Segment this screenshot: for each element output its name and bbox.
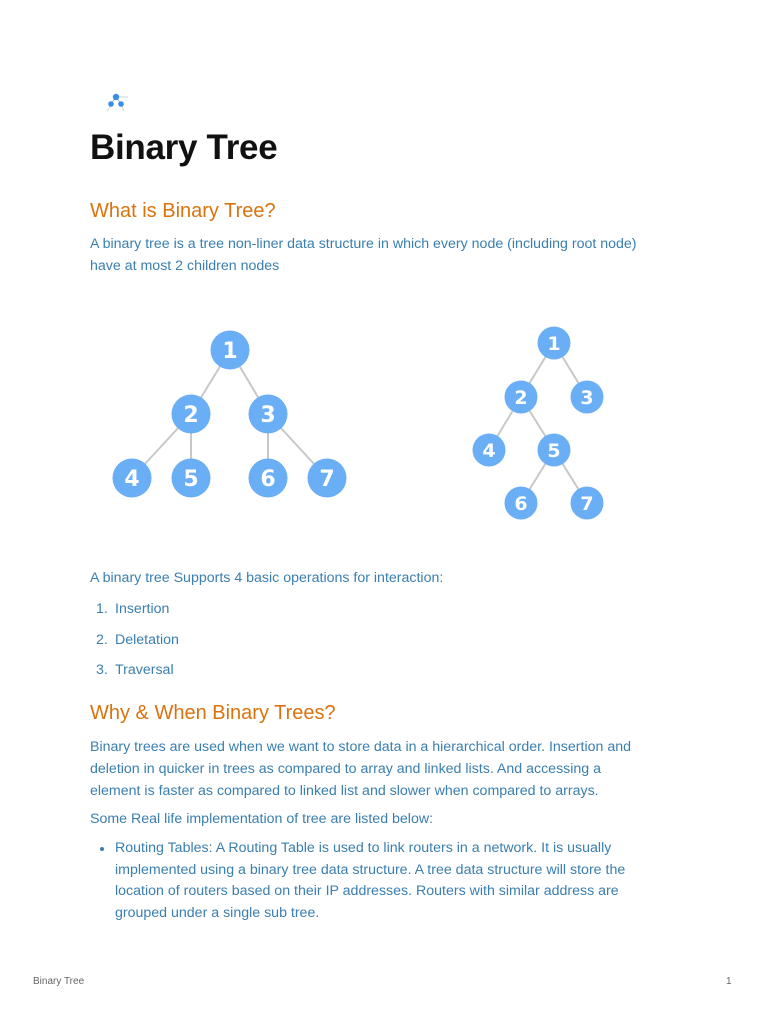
tree1-node bbox=[211, 331, 250, 370]
page-title: Binary Tree bbox=[90, 128, 278, 167]
footer-page-number: 1 bbox=[726, 976, 732, 987]
why-paragraph bbox=[90, 736, 690, 802]
tree1-node-label: 5 bbox=[183, 466, 199, 492]
intro-line: A binary tree is a tree non-liner data structure in which every node (including root node) bbox=[90, 236, 637, 252]
tree1-node-label: 3 bbox=[260, 402, 276, 428]
tree2-node bbox=[538, 327, 571, 360]
bullet-icon bbox=[100, 847, 104, 851]
tree2-node bbox=[538, 434, 571, 467]
tree1-node-label: 1 bbox=[222, 338, 238, 364]
bullet-line: location of routers based on their IP addresses. Routers with similar address are bbox=[115, 883, 619, 899]
why-line: Binary trees are used when we want to store data in a hierarchical order. Insertion and bbox=[90, 739, 632, 755]
section-heading-what-is: What is Binary Tree? bbox=[90, 200, 276, 222]
tree2-node bbox=[571, 381, 604, 414]
tree1-node bbox=[113, 459, 152, 498]
list-item bbox=[96, 598, 179, 629]
why-line: element is faster as compared to linked list and slower when compared to arrays. bbox=[90, 783, 599, 799]
tree1-node bbox=[249, 459, 288, 498]
list-label: Deletation bbox=[115, 631, 179, 648]
bullet-line: Routing Tables: A Routing Table is used to link routers in a network. It is usually bbox=[115, 840, 612, 856]
tree1-node bbox=[172, 395, 211, 434]
tree2-node-label: 6 bbox=[514, 492, 528, 515]
tree1-node-label: 6 bbox=[260, 466, 276, 492]
tree2-node-label: 3 bbox=[580, 386, 594, 409]
bullet-line: grouped under a single sub tree. bbox=[115, 904, 320, 921]
tree1-node bbox=[308, 459, 347, 498]
tree2-node-label: 1 bbox=[547, 332, 561, 355]
list-label: Insertion bbox=[115, 601, 170, 617]
footer-doc-name: Binary Tree bbox=[33, 976, 85, 987]
tree1-node-label: 4 bbox=[124, 466, 140, 492]
tree2-node bbox=[505, 381, 538, 414]
list-item bbox=[100, 838, 675, 924]
tree1-node bbox=[172, 459, 211, 498]
real-life-list bbox=[100, 838, 675, 924]
tree1-node bbox=[249, 395, 288, 434]
bullet-line: implemented using a binary tree data structure. A tree data structure will store the bbox=[115, 861, 626, 878]
tree2-node-label: 2 bbox=[514, 386, 528, 409]
tree2-node bbox=[505, 487, 538, 520]
intro-line: have at most 2 children nodes bbox=[90, 258, 280, 274]
list-label: Traversal bbox=[115, 662, 174, 678]
list-number: 3. bbox=[96, 662, 108, 678]
why-line: deletion in quicker in trees as compared to array and linked lists. And accessing a bbox=[90, 761, 602, 777]
list-item bbox=[96, 629, 179, 660]
tree2-node-label: 4 bbox=[482, 439, 496, 462]
list-number: 2. bbox=[96, 631, 108, 648]
tree1-node-label: 7 bbox=[319, 466, 335, 492]
tree2-node-label: 7 bbox=[580, 492, 594, 515]
section-heading-why-when: Why & When Binary Trees? bbox=[90, 702, 336, 724]
list-item bbox=[96, 659, 179, 690]
real-life-intro: Some Real life implementation of tree are listed below: bbox=[90, 811, 434, 827]
tree1-node-label: 2 bbox=[183, 402, 199, 428]
operations-list bbox=[96, 598, 179, 690]
operations-intro: A binary tree Supports 4 basic operations for interaction: bbox=[90, 570, 444, 586]
tree2-node bbox=[571, 487, 604, 520]
tree2-node-label: 5 bbox=[547, 439, 561, 462]
list-number: 1. bbox=[96, 601, 108, 617]
tree2-node bbox=[473, 434, 506, 467]
